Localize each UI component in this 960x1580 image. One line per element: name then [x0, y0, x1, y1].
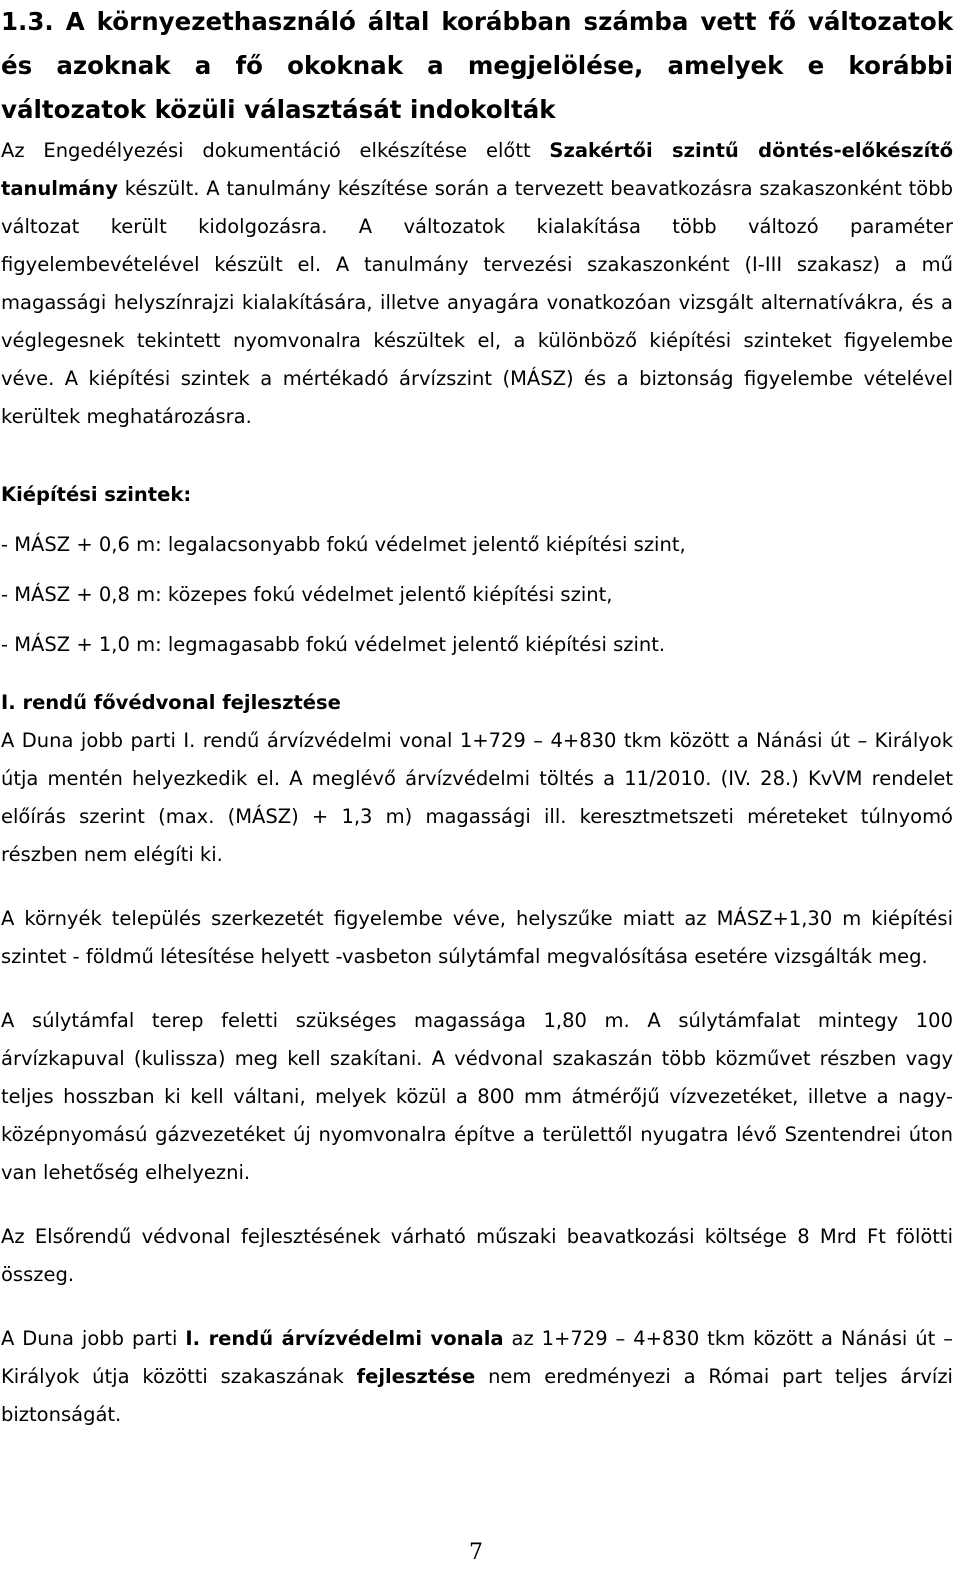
section-heading: 1.3. A környezethasználó által korábban számba vett fő változatok és azoknak a fő okoknak a megjelölése, amelyek e korábbi változatok közüli választását indokolták: [1, 7, 953, 124]
levels-title: Kiépítési szintek:: [1, 483, 192, 506]
levels-list: [1, 520, 953, 670]
level-item: - MÁSZ + 1,0 m: legmagasabb fokú védelmet jelentő kiépítési szint.: [1, 633, 666, 656]
level-item: - MÁSZ + 0,6 m: legalacsonyabb fokú védelmet jelentő kiépítési szint,: [1, 533, 686, 556]
page-number: 7: [469, 1540, 483, 1565]
section-paragraph-2: A környék település szerkezetét figyelembe véve, helyszűke miatt az MÁSZ+1,30 m kiépítési szintet - földmű létesítése helyett -vasbeton súlytámfal megvalósítása esetére vizsgálták meg.: [1, 907, 953, 968]
section-paragraph-3: A súlytámfal terep feletti szükséges magassága 1,80 m. A súlytámfalat mintegy 100 árvízkapuval (kulissza) meg kell szakítani. A védvonal szakaszán több közművet részben vagy teljes hosszban ki kell váltani, melyek közül a 800 mm átmérőjű vízvezetéket, illetve a nagy-középnyomású gázvezetéket új nyomvonalra építve a területtől nyugatra lévő Szentendrei úton van lehetőség elhelyezni.: [1, 1009, 953, 1184]
intro-bold-study: Szakértői szintű döntés-előkészítő tanulmány: [1, 139, 953, 200]
intro-text-rest: készült. A tanulmány készítése során a tervezett beavatkozásra szakaszonként több változat került kidolgozásra. A változatok kialakítása több változó paraméter figyelembevételével készült el. A tanulmány tervezési szakaszonként (I-III szakasz) a mű magassági helyszínrajzi kialakítására, illetve anyagára vonatkozóan vizsgált alternatívákra, és a véglegesnek tekintett nyomvonalra készültek el, a különböző kiépítési szinteket figyelembe véve. A kiépítési szintek a mértékadó árvízszint (MÁSZ) és a biztonság figyelembe vételével kerültek meghatározásra.: [1, 177, 953, 428]
section-paragraph-5: [1, 1320, 953, 1434]
section-paragraph-1: A Duna jobb parti I. rendű árvízvédelmi vonal 1+729 – 4+830 tkm között a Nánási út – Királyok útja mentén helyezkedik el. A meglévő árvízvédelmi töltés a 11/2010. (IV. 28.) KvVM rendelet előírás szerint (max. (MÁSZ) + 1,3 m) magassági ill. keresztmetszeti méreteket túlnyomó részben nem elégíti ki.: [1, 729, 953, 866]
p5-bold-line: I. rendű árvízvédelmi vonala: [185, 1327, 504, 1350]
level-item: - MÁSZ + 0,8 m: közepes fokú védelmet jelentő kiépítési szint,: [1, 583, 613, 606]
intro-text-start: Az Engedélyezési dokumentáció elkészítése előtt: [1, 139, 550, 162]
intro-paragraph: [1, 132, 953, 436]
p5-text-a: A Duna jobb parti: [1, 1327, 186, 1350]
p5-text-c: az 1+729 – 4+830 tkm között a Nánási út – Királyok útja közötti szakaszának: [1, 1327, 953, 1388]
section-paragraph-4: Az Elsőrendű védvonal fejlesztésének várható műszaki beavatkozási költsége 8 Mrd Ft fölötti összeg.: [1, 1225, 953, 1286]
p5-text-e: nem eredményezi a Római part teljes árvízi biztonságát.: [1, 1365, 953, 1426]
p5-bold-development: fejlesztése: [356, 1365, 476, 1388]
section-subtitle: I. rendű fővédvonal fejlesztése: [1, 691, 341, 714]
